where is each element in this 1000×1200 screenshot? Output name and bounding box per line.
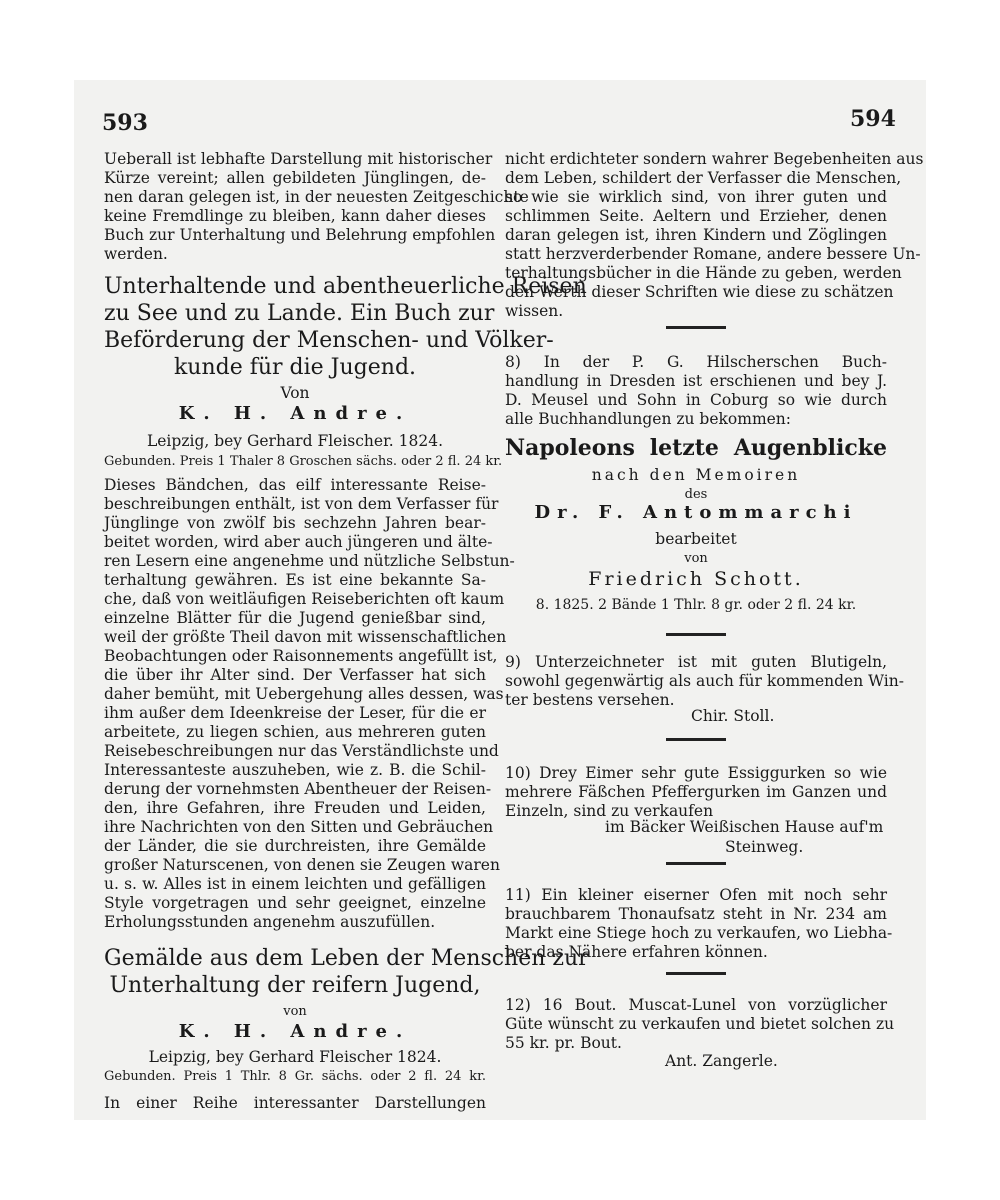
text-line: keine Fremdlinge zu bleiben, kann daher dieses xyxy=(104,207,486,225)
text-line: die über ihr Alter sind. Der Verfasser hat sich xyxy=(104,666,486,684)
text-line: sowohl gegenwärtig als auch für kommenden Win- xyxy=(505,672,904,690)
text-line: ihre Nachrichten von den Sitten und Gebräuchen xyxy=(104,818,494,836)
text-line: ter bestens versehen. xyxy=(505,691,675,709)
editor-name: Friedrich Schott. xyxy=(588,568,804,590)
text-line: Einzeln, sind zu verkaufen xyxy=(505,802,714,820)
text-line: 12) 16 Bout. Muscat-Lunel von vorzüglicher xyxy=(505,996,887,1014)
text-line: Interessanteste auszuheben, wie z. B. die Schil- xyxy=(104,761,486,779)
text-line: Kürze vereint; allen gebildeten Jünglingen, de- xyxy=(104,169,486,187)
book-title-line: kunde für die Jugend. xyxy=(173,355,417,380)
text-line: beitet worden, wird aber auch jüngeren und älte- xyxy=(104,533,493,551)
author-name: Dr. F. Antommarchi xyxy=(534,502,858,523)
page-number-left: 593 xyxy=(102,110,148,136)
text-line: daher bemüht, mit Uebergehung alles dessen, was xyxy=(104,685,504,703)
text-line: 11) Ein kleiner eiserner Ofen mit noch sehr xyxy=(505,886,887,904)
text-line: einzelne Blätter für die Jugend genießbar sind, xyxy=(104,609,486,627)
text-line: mehrere Fäßchen Pfeffergurken im Ganzen und xyxy=(505,783,887,801)
text-line: so wie sie wirklich sind, von ihrer guten und xyxy=(505,188,887,206)
text-line: arbeitete, zu liegen schien, aus mehreren guten xyxy=(104,723,486,741)
book-title-line: Unterhaltung der reifern Jugend, xyxy=(109,973,481,998)
text-line: Steinweg. xyxy=(725,838,804,856)
text-line: werden. xyxy=(104,245,168,263)
text-line: nicht erdichteter sondern wahrer Begebenheiten aus xyxy=(505,150,924,168)
text-line: alle Buchhandlungen zu bekommen: xyxy=(505,410,792,428)
text-line: Güte wünscht zu verkaufen und bietet solchen zu xyxy=(505,1015,895,1033)
des-label: des xyxy=(684,487,708,502)
text-line: terhaltungsbücher in die Hände zu geben, werden xyxy=(505,264,902,282)
text-line: D. Meusel und Sohn in Coburg so wie durch xyxy=(505,391,887,409)
text-line: 8) In der P. G. Hilscherschen Buch- xyxy=(505,353,887,371)
bearbeitet-label: bearbeitet xyxy=(655,530,737,548)
subtitle-line: nach den Memoiren xyxy=(591,466,801,484)
text-line: daran gelegen ist, ihren Kindern und Zöglingen xyxy=(505,226,887,244)
book-title-line: zu See und zu Lande. Ein Buch zur xyxy=(104,301,495,326)
text-line: 9) Unterzeichneter ist mit guten Blutigeln, xyxy=(505,653,887,671)
text-line: ber das Nähere erfahren können. xyxy=(505,943,768,961)
publisher-line: Leipzig, bey Gerhard Fleischer. 1824. xyxy=(146,432,444,450)
text-line: im Bäcker Weißischen Hause auf'm xyxy=(605,818,884,836)
text-line: wissen. xyxy=(505,302,564,320)
signature: Chir. Stoll. xyxy=(691,707,775,725)
text-line: Erholungsstunden angenehm auszufüllen. xyxy=(104,913,436,931)
text-line: Beobachtungen oder Raisonnements angefüllt ist, xyxy=(104,647,498,665)
by-label: von xyxy=(283,1004,307,1019)
text-line: In einer Reihe interessanter Darstellungen xyxy=(104,1094,486,1112)
text-line: beschreibungen enthält, ist von dem Verfasser für xyxy=(104,495,499,513)
text-line: Markt eine Stiege hoch zu verkaufen, wo Liebha- xyxy=(505,924,893,942)
text-line: Reisebeschreibungen nur das Verständlichste und xyxy=(104,742,499,760)
text-line: terhaltung gewähren. Es ist eine bekannte Sa- xyxy=(104,571,486,589)
by-label: Von xyxy=(280,384,310,402)
publisher-line: Leipzig, bey Gerhard Fleischer 1824. xyxy=(148,1048,442,1066)
separator-rule xyxy=(666,972,726,975)
separator-rule xyxy=(666,738,726,741)
text-line: Dieses Bändchen, das eilf interessante Reise- xyxy=(104,476,486,494)
author-name: K. H. Andre. xyxy=(178,403,412,424)
price-line: Gebunden. Preis 1 Thlr. 8 Gr. sächs. oder 2 fl. 24 kr. xyxy=(104,1069,486,1084)
price-line: 8. 1825. 2 Bände 1 Thlr. 8 gr. oder 2 fl. 24 kr. xyxy=(535,597,857,613)
separator-rule xyxy=(666,633,726,636)
text-line: der Länder, die sie durchreisten, ihre Gemälde xyxy=(104,837,486,855)
text-line: derung der vornehmsten Abentheuer der Reisen- xyxy=(104,780,492,798)
text-line: 55 kr. pr. Bout. xyxy=(505,1034,622,1052)
author-name: K. H. Andre. xyxy=(178,1021,412,1042)
book-title-line: Unterhaltende und abentheuerliche Reisen xyxy=(104,274,587,299)
book-title: Napoleons letzte Augenblicke xyxy=(505,435,887,461)
text-line: Buch zur Unterhaltung und Belehrung empfohlen xyxy=(104,226,496,244)
text-line: che, daß von weitläufigen Reiseberichten oft kaum xyxy=(104,590,505,608)
text-line: ren Lesern eine angenehme und nützliche Selbstun- xyxy=(104,552,515,570)
text-line: handlung in Dresden ist erschienen und bey J. xyxy=(505,372,887,390)
text-line: großer Naturscenen, von denen sie Zeugen waren xyxy=(104,856,500,874)
separator-rule xyxy=(666,326,726,329)
page-number-right: 594 xyxy=(850,106,896,132)
text-line: Jünglinge von zwölf bis sechzehn Jahren bear- xyxy=(104,514,486,532)
text-line: weil der größte Theil davon mit wissenschaftlichen xyxy=(104,628,507,646)
text-line: 10) Drey Eimer sehr gute Essiggurken so wie xyxy=(505,764,887,782)
text-line: nen daran gelegen ist, in der neuesten Zeitgeschichte xyxy=(104,188,529,206)
text-line: statt herzverderbender Romane, andere bessere Un- xyxy=(505,245,921,263)
von-label: von xyxy=(684,551,708,566)
text-line: den Werth dieser Schriften wie diese zu schätzen xyxy=(505,283,894,301)
text-line: u. s. w. Alles ist in einem leichten und gefälligen xyxy=(104,875,486,893)
text-line: den, ihre Gefahren, ihre Freuden und Leiden, xyxy=(104,799,486,817)
text-line: Style vorgetragen und sehr geeignet, einzelne xyxy=(104,894,486,912)
text-line: dem Leben, schildert der Verfasser die Menschen, xyxy=(505,169,902,187)
separator-rule xyxy=(666,862,726,865)
signature: Ant. Zangerle. xyxy=(665,1052,778,1070)
text-line: schlimmen Seite. Aeltern und Erzieher, denen xyxy=(505,207,887,225)
text-line: brauchbarem Thonaufsatz steht in Nr. 234 am xyxy=(505,905,887,923)
book-title-line: Gemälde aus dem Leben der Menschen zur xyxy=(104,946,589,971)
price-line: Gebunden. Preis 1 Thaler 8 Groschen sächs. oder 2 fl. 24 kr. xyxy=(104,454,503,469)
book-title-line: Beförderung der Menschen- und Völker- xyxy=(104,328,554,353)
text-line: ihm außer dem Ideenkreise der Leser, für die er xyxy=(104,704,486,722)
text-line: Ueberall ist lebhafte Darstellung mit historischer xyxy=(104,150,493,168)
